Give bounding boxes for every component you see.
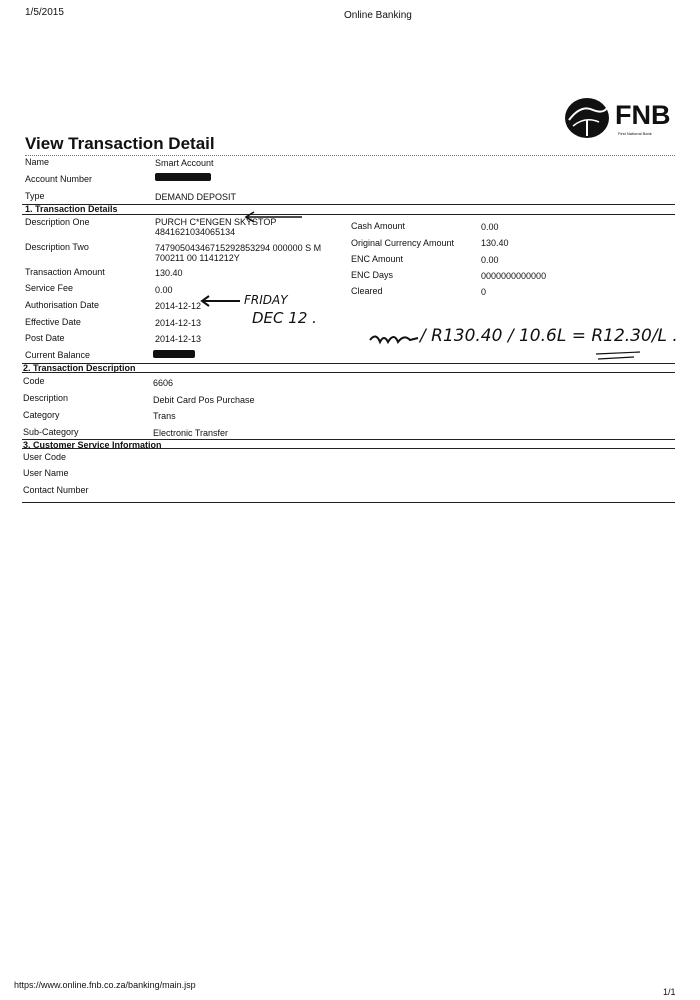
code-value: 6606 [153, 378, 174, 388]
fnb-logo [563, 96, 681, 142]
cash-amount-label: Cash Amount [351, 221, 406, 231]
section3-heading: 3. Customer Service Information [23, 440, 162, 450]
contact-number-label: Contact Number [23, 485, 89, 495]
cleared-label: Cleared [351, 286, 383, 296]
code-label: Code [23, 376, 45, 386]
enc-days-value: 0000000000000 [481, 271, 547, 281]
sub-category-label: Sub-Category [23, 427, 79, 437]
logo-wordmark: FNB [615, 100, 671, 130]
page-title: View Transaction Detail [25, 134, 215, 153]
handwritten-scribble [368, 330, 420, 350]
page-number: 1/1 [663, 987, 676, 997]
section3-rule [22, 448, 675, 449]
section1-heading: 1. Transaction Details [25, 204, 118, 214]
post-date-value: 2014-12-13 [155, 334, 202, 344]
effective-date-label: Effective Date [25, 317, 81, 327]
authorisation-date-value: 2014-12-12 [155, 301, 202, 311]
enc-days-label: ENC Days [351, 270, 394, 280]
section2-rule [22, 372, 675, 373]
footer-url: https://www.online.fnb.co.za/banking/main.jsp [14, 980, 196, 990]
user-name-label: User Name [23, 468, 69, 478]
description-one-value-line2: 4841621034065134 [155, 227, 236, 237]
handwritten-date-note: DEC 12 . [252, 309, 317, 327]
section1-rule-top [22, 204, 675, 205]
section2-heading: 2. Transaction Description [23, 363, 136, 373]
original-currency-amount-value: 130.40 [481, 238, 509, 248]
category-label: Category [23, 410, 60, 420]
user-code-label: User Code [23, 452, 67, 462]
fnb-tree-icon [563, 96, 613, 142]
account-number-label: Account Number [25, 174, 93, 184]
post-date-label: Post Date [25, 333, 65, 343]
current-balance-redaction [153, 350, 195, 358]
handwritten-calculation: / R130.40 / 10.6L = R12.30/L . [420, 326, 678, 346]
account-number-redaction [155, 173, 211, 181]
logo-tagline: First National Bank [618, 131, 652, 136]
service-fee-label: Service Fee [25, 283, 74, 293]
name-label: Name [25, 157, 50, 167]
title-rule [25, 155, 675, 156]
transaction-amount-label: Transaction Amount [25, 267, 105, 277]
effective-date-value: 2014-12-13 [155, 318, 202, 328]
name-value: Smart Account [155, 158, 214, 168]
transaction-amount-value: 130.40 [155, 268, 183, 278]
handwritten-day-note: FRIDAY [244, 293, 288, 307]
handwritten-arrow-1 [244, 210, 306, 224]
original-currency-amount-label: Original Currency Amount [351, 238, 455, 248]
print-title: Online Banking [344, 10, 412, 21]
type-label: Type [25, 191, 45, 201]
description-two-label: Description Two [25, 242, 89, 252]
section3-rule-bottom [22, 502, 675, 503]
description-one-label: Description One [25, 217, 90, 227]
description-two-value-line2: 700211 00 1141212Y [155, 253, 240, 263]
enc-amount-value: 0.00 [481, 255, 499, 265]
category-value: Trans [153, 411, 176, 421]
authorisation-date-label: Authorisation Date [25, 300, 100, 310]
current-balance-label: Current Balance [25, 350, 91, 360]
enc-amount-label: ENC Amount [351, 254, 404, 264]
section1-rule [22, 214, 675, 215]
description-value: Debit Card Pos Purchase [153, 395, 255, 405]
handwritten-underline [594, 349, 644, 363]
type-value: DEMAND DEPOSIT [155, 192, 237, 202]
print-date: 1/5/2015 [25, 7, 64, 18]
cash-amount-value: 0.00 [481, 222, 499, 232]
sub-category-value: Electronic Transfer [153, 428, 229, 438]
handwritten-arrow-2 [200, 295, 242, 307]
description-label: Description [23, 393, 69, 403]
cleared-value: 0 [481, 287, 487, 297]
service-fee-value: 0.00 [155, 285, 173, 295]
description-one-value: PURCH C*ENGEN SKYSTOP [155, 217, 277, 227]
description-two-value: 74790504346715292853294 000000 S M [155, 243, 322, 253]
